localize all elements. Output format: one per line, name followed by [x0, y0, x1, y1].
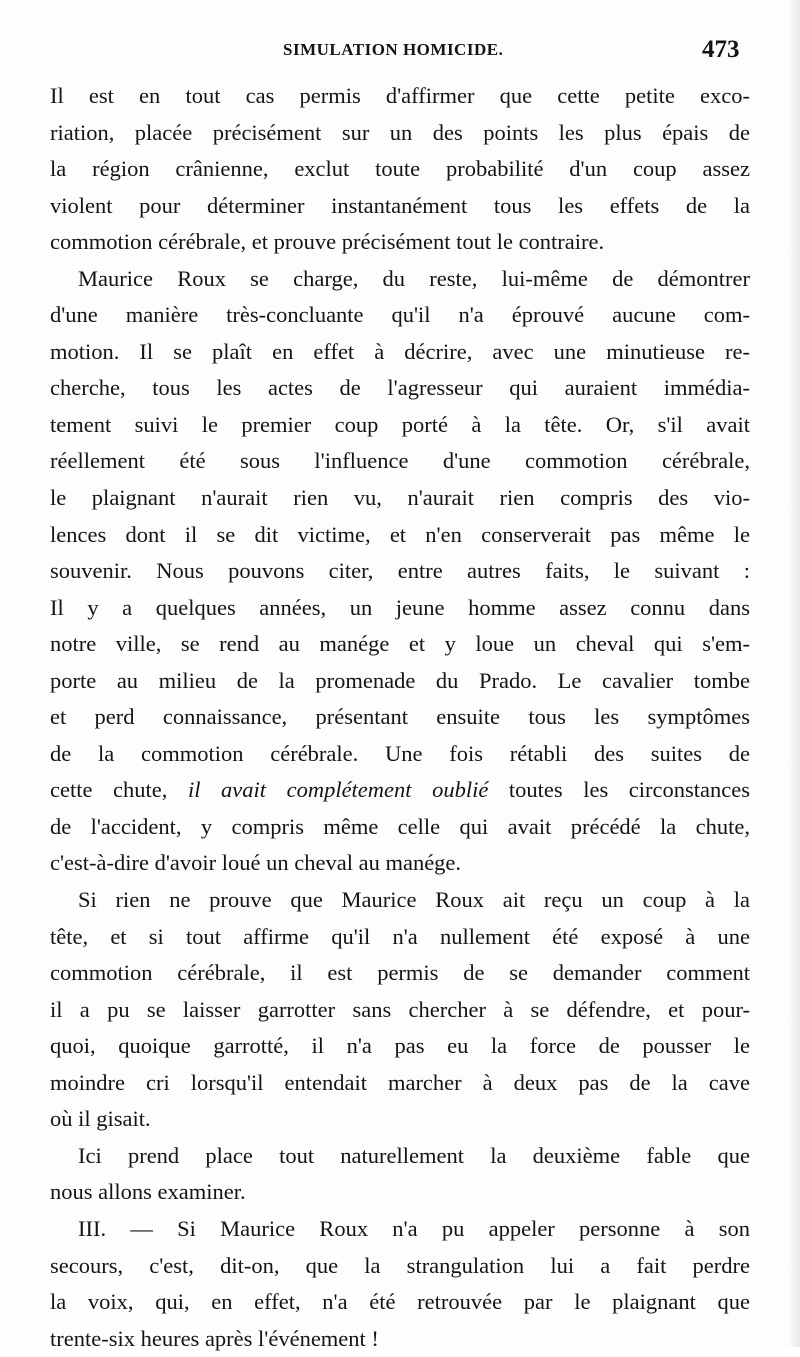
text-line: de l'accident, y compris même celle qui avait précédé la chute, [50, 813, 750, 839]
text-line: souvenir. Nous pouvons citer, entre autres faits, le suivant : [50, 558, 750, 584]
text-line: tement suivi le premier coup porté à la tête. Or, s'il avait [50, 411, 750, 437]
body-text [50, 78, 750, 1357]
text-line: motion. Il se plaît en effet à décrire, avec une minutieuse re- [50, 338, 750, 364]
text-line: nous allons examiner. [50, 1179, 246, 1205]
text-line: cherche, tous les actes de l'agresseur qui auraient immédia- [50, 375, 750, 401]
text-segment: toutes les circonstances [488, 777, 750, 803]
text-line: Si rien ne prouve que Maurice Roux ait reçu un coup à la [78, 887, 750, 913]
text-line: lences dont il se dit victime, et n'en conserverait pas même le [50, 521, 750, 547]
text-line: tête, et si tout affirme qu'il n'a nullement été exposé à une [50, 923, 750, 949]
text-line-with-italic [50, 772, 750, 809]
text-line: la région crânienne, exclut toute probabilité d'un coup assez [50, 156, 750, 182]
text-line: d'une manière très-concluante qu'il n'a éprouvé aucune com- [50, 302, 750, 328]
text-line: Il y a quelques années, un jeune homme assez connu dans [50, 594, 750, 620]
text-line: commotion cérébrale, il est permis de se demander comment [50, 960, 750, 986]
text-line: commotion cérébrale, et prouve précisément tout le contraire. [50, 229, 605, 255]
text-line: réellement été sous l'influence d'une commotion cérébrale, [50, 448, 750, 474]
text-line: c'est-à-dire d'avoir loué un cheval au manége. [50, 850, 462, 876]
page-edge-shadow [788, 0, 800, 1347]
text-line: la voix, qui, en effet, n'a été retrouvée par le plaignant que [50, 1289, 750, 1315]
italic-phrase: il avait complétement oublié [187, 777, 489, 803]
page-number: 473 [702, 36, 740, 63]
text-line: Maurice Roux se charge, du reste, lui-même de démontrer [78, 265, 750, 291]
running-title: SIMULATION HOMICIDE. [283, 40, 504, 59]
text-line: trente-six heures après l'événement ! [50, 1325, 379, 1351]
text-line: secours, c'est, dit-on, que la strangulation lui a fait perdre [50, 1252, 750, 1278]
text-line: riation, placée précisément sur un des points les plus épais de [50, 119, 750, 145]
text-line: Il est en tout cas permis d'affirmer que cette petite exco- [50, 83, 750, 108]
text-line: violent pour déterminer instantanément tous les effets de la [50, 192, 750, 218]
text-line: notre ville, se rend au manége et y loue un cheval qui s'em- [50, 631, 750, 657]
text-line: Ici prend place tout naturellement la deuxième fable que [78, 1142, 750, 1168]
text-line: il a pu se laisser garrotter sans chercher à se défendre, et pour- [50, 996, 750, 1022]
text-line: et perd connaissance, présentant ensuite tous les symptômes [50, 704, 750, 730]
text-line: porte au milieu de la promenade du Prado. Le cavalier tombe [50, 667, 750, 693]
text-line: le plaignant n'aurait rien vu, n'aurait rien compris des vio- [50, 485, 750, 511]
text-segment: cette chute, [50, 777, 188, 803]
text-line: quoi, quoique garrotté, il n'a pas eu la force de pousser le [50, 1033, 750, 1059]
text-line: de la commotion cérébrale. Une fois rétabli des suites de [50, 740, 750, 766]
text-line: III. — Si Maurice Roux n'a pu appeler personne à son [78, 1215, 750, 1241]
text-line: où il gisait. [50, 1106, 151, 1132]
text-line: moindre cri lorsqu'il entendait marcher à deux pas de la cave [50, 1069, 750, 1095]
